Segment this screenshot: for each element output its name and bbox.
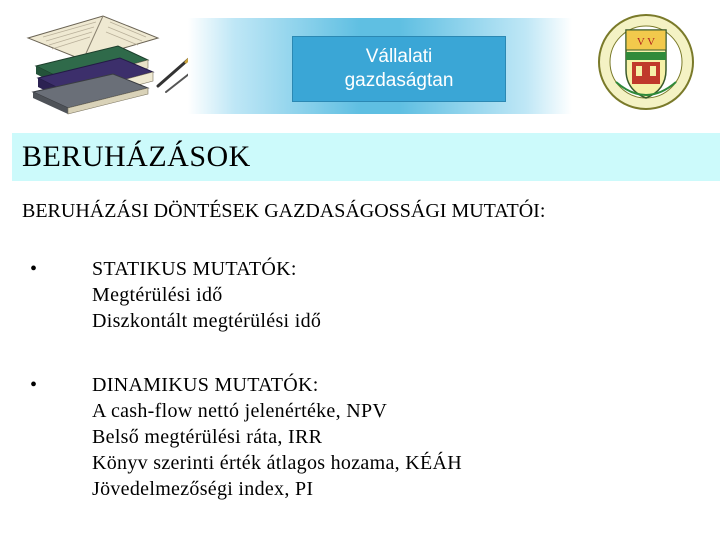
list-item: Jövedelmezőségi index, PI [92,478,314,500]
bullet-marker: • [30,374,38,396]
slide-header [0,0,720,125]
books-icon [8,8,198,118]
crest-icon [596,12,696,112]
course-title-box [292,36,506,102]
list-item: Megtérülési idő [92,284,223,306]
slide-title: BERUHÁZÁSOK [12,133,720,181]
svg-text:V V: V V [636,36,656,48]
group-heading: DINAMIKUS MUTATÓK: [92,374,319,396]
bullet-marker: • [30,258,38,280]
slide-subtitle: BERUHÁZÁSI DÖNTÉSEK GAZDASÁGOSSÁGI MUTATÓI: [22,200,546,222]
list-item: Diszkontált megtérülési idő [92,310,322,332]
group-heading: STATIKUS MUTATÓK: [92,258,297,280]
list-item: Belső megtérülési ráta, IRR [92,426,323,448]
course-title-line1: Vállalati [365,46,433,67]
list-item: A cash-flow nettó jelenértéke, NPV [92,400,388,422]
list-item: Könyv szerinti érték átlagos hozama, KÉÁH [92,452,462,474]
course-title-line2: gazdaságtan [344,70,454,91]
